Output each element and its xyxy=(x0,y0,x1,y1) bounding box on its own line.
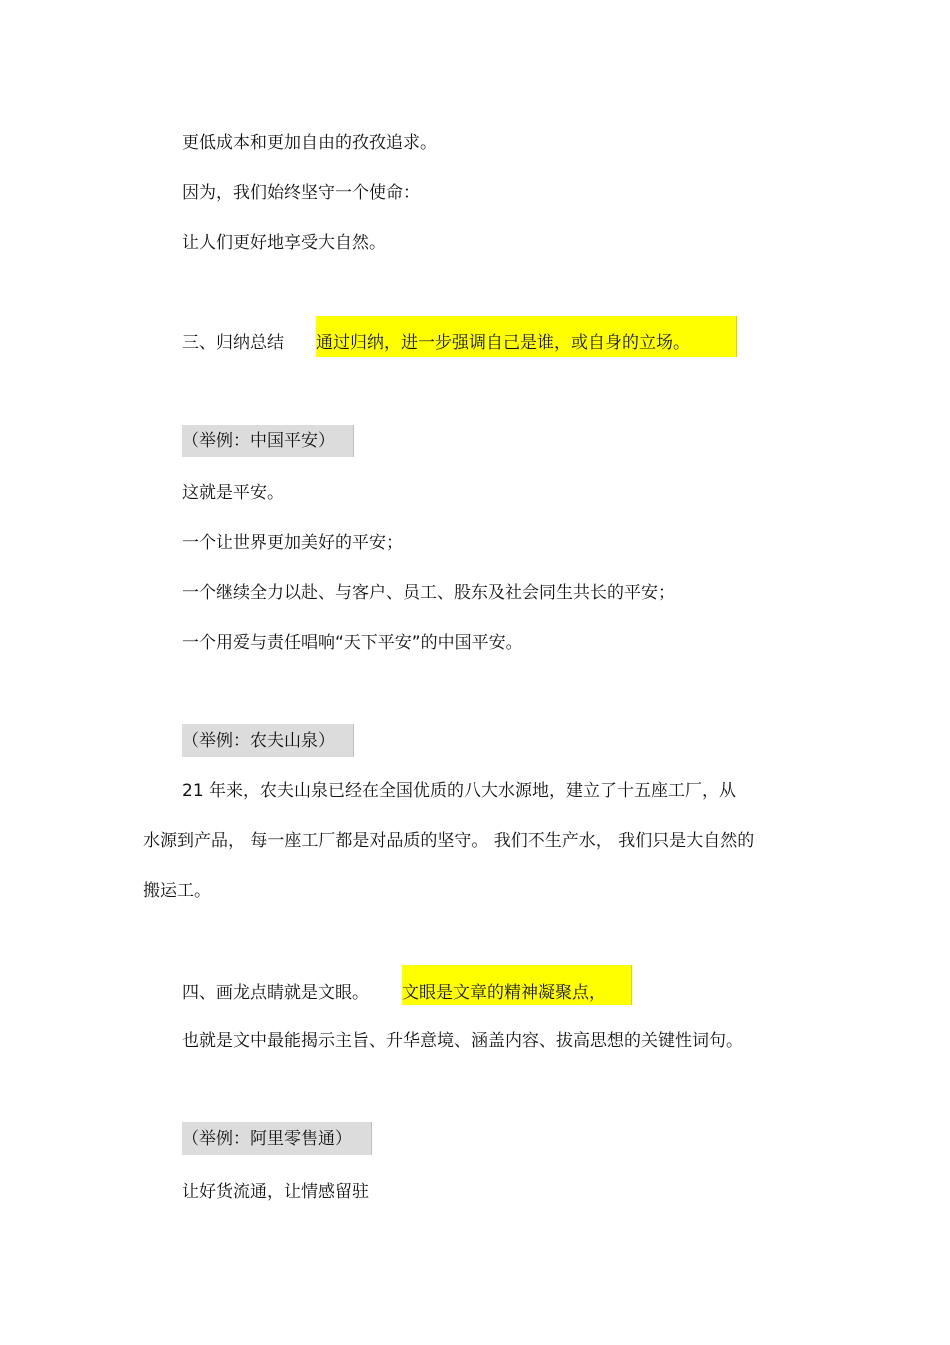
highlighted-note: 通过归纳，进一步强调自己是谁，或自身的立场。 xyxy=(316,316,737,357)
example-label: （举例：中国平安） xyxy=(182,425,354,457)
paragraph-line: 搬运工。 xyxy=(143,881,211,901)
paragraph-line: 让人们更好地享受大自然。 xyxy=(182,233,386,253)
paragraph-line: 一个用爱与责任唱响“天下平安”的中国平安。 xyxy=(182,633,523,653)
paragraph-line: 21 年来，农夫山泉已经在全国优质的八大水源地，建立了十五座工厂，从 xyxy=(182,781,737,801)
paragraph-line: 因为，我们始终坚守一个使命： xyxy=(182,183,420,203)
section-heading: 四、画龙点睛就是文眼。 xyxy=(182,983,369,1003)
example-label: （举例：农夫山泉） xyxy=(182,724,354,757)
section-heading: 三、归纳总结 xyxy=(182,333,284,353)
paragraph-line: 也就是文中最能揭示主旨、升华意境、涵盖内容、拔高思想的关键性词句。 xyxy=(182,1031,743,1051)
example-label: （举例：阿里零售通） xyxy=(182,1122,372,1155)
paragraph-line: 这就是平安。 xyxy=(182,483,284,503)
paragraph-line: 水源到产品， 每一座工厂都是对品质的坚守。 我们不生产水， 我们只是大自然的 xyxy=(143,831,755,851)
paragraph-line: 一个让世界更加美好的平安； xyxy=(182,533,403,553)
paragraph-line: 更低成本和更加自由的孜孜追求。 xyxy=(182,133,437,153)
highlighted-note: 文眼是文章的精神凝聚点， xyxy=(402,965,632,1005)
paragraph-line: 一个继续全力以赴、与客户、员工、股东及社会同生共长的平安； xyxy=(182,583,675,603)
paragraph-line: 让好货流通，让情感留驻 xyxy=(182,1182,369,1202)
